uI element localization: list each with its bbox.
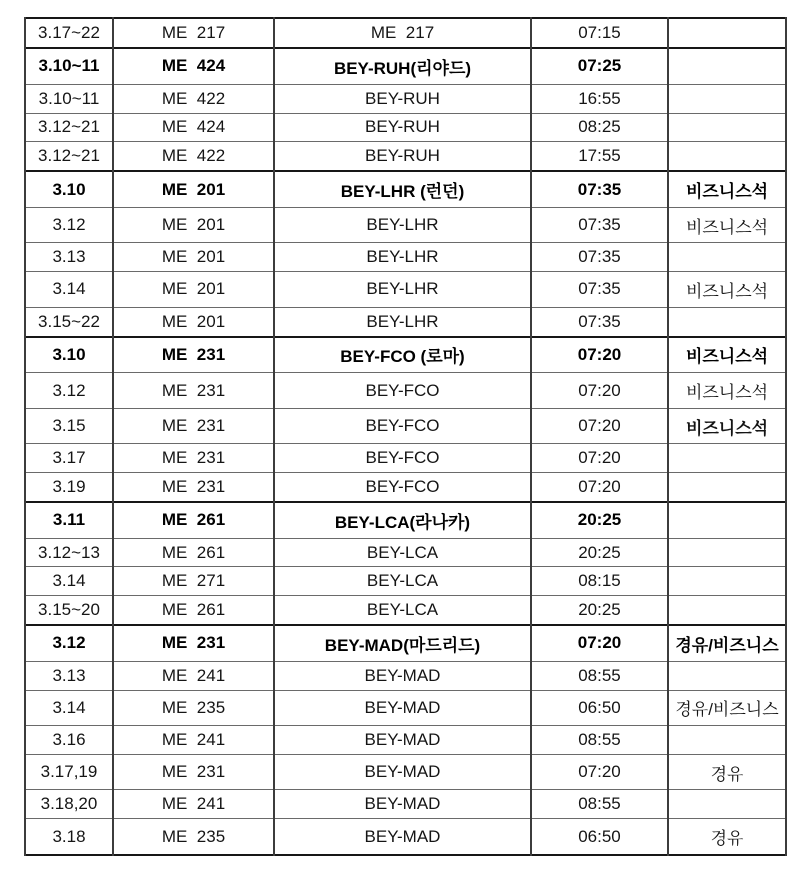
- note-cell: 비즈니스석: [668, 337, 786, 373]
- flight-number-cell: ME 201: [113, 307, 274, 336]
- route-cell: BEY-LHR: [274, 243, 531, 272]
- route-cell: BEY-RUH: [274, 142, 531, 171]
- route-cell: BEY-RUH: [274, 84, 531, 113]
- departure-time-cell: 20:25: [531, 502, 668, 538]
- note-cell: [668, 243, 786, 272]
- table-row: [25, 171, 786, 207]
- flight-number-cell: ME 201: [113, 171, 274, 207]
- departure-time-cell: 08:25: [531, 113, 668, 142]
- table-row: [25, 373, 786, 409]
- date-cell: 3.17~22: [25, 18, 113, 48]
- departure-time-cell: 07:35: [531, 243, 668, 272]
- route-cell: BEY-FCO: [274, 373, 531, 409]
- note-cell: [668, 142, 786, 171]
- note-cell: [668, 18, 786, 48]
- note-cell: 경유/비즈니스: [668, 625, 786, 661]
- date-cell: 3.15~22: [25, 307, 113, 336]
- departure-time-cell: 07:20: [531, 373, 668, 409]
- date-cell: 3.12: [25, 207, 113, 243]
- table-row: [25, 754, 786, 790]
- flight-number-cell: ME 231: [113, 444, 274, 473]
- table-row: [25, 337, 786, 373]
- flight-number-cell: ME 261: [113, 538, 274, 567]
- flight-number-cell: ME 261: [113, 502, 274, 538]
- date-cell: 3.14: [25, 272, 113, 308]
- date-cell: 3.18,20: [25, 790, 113, 819]
- route-cell: BEY-RUH(리야드): [274, 48, 531, 84]
- route-cell: BEY-RUH: [274, 113, 531, 142]
- flight-number-cell: ME 261: [113, 596, 274, 625]
- route-cell: BEY-LCA(라나카): [274, 502, 531, 538]
- departure-time-cell: 07:35: [531, 272, 668, 308]
- date-cell: 3.10: [25, 337, 113, 373]
- route-cell: BEY-LHR: [274, 307, 531, 336]
- table-row: [25, 690, 786, 726]
- note-cell: 경유: [668, 819, 786, 855]
- flight-number-cell: ME 231: [113, 337, 274, 373]
- departure-time-cell: 08:55: [531, 790, 668, 819]
- departure-time-cell: 07:20: [531, 754, 668, 790]
- departure-time-cell: 20:25: [531, 538, 668, 567]
- table-row: [25, 538, 786, 567]
- table-row: [25, 207, 786, 243]
- flight-number-cell: ME 231: [113, 754, 274, 790]
- date-cell: 3.10~11: [25, 84, 113, 113]
- date-cell: 3.13: [25, 661, 113, 690]
- route-cell: BEY-FCO: [274, 408, 531, 444]
- departure-time-cell: 07:20: [531, 408, 668, 444]
- flight-number-cell: ME 201: [113, 272, 274, 308]
- route-cell: BEY-LHR: [274, 207, 531, 243]
- departure-time-cell: 06:50: [531, 690, 668, 726]
- date-cell: 3.12~13: [25, 538, 113, 567]
- table-row: [25, 567, 786, 596]
- flight-number-cell: ME 217: [113, 18, 274, 48]
- route-cell: BEY-FCO: [274, 473, 531, 502]
- table-row: [25, 726, 786, 755]
- departure-time-cell: 08:55: [531, 661, 668, 690]
- table-row: [25, 307, 786, 336]
- note-cell: 비즈니스석: [668, 171, 786, 207]
- note-cell: 경유: [668, 754, 786, 790]
- date-cell: 3.14: [25, 690, 113, 726]
- table-row: [25, 272, 786, 308]
- flight-number-cell: ME 231: [113, 473, 274, 502]
- flight-number-cell: ME 231: [113, 408, 274, 444]
- departure-time-cell: 07:20: [531, 337, 668, 373]
- departure-time-cell: 07:20: [531, 444, 668, 473]
- departure-time-cell: 08:55: [531, 726, 668, 755]
- flight-number-cell: ME 201: [113, 243, 274, 272]
- route-cell: BEY-MAD: [274, 690, 531, 726]
- table-row: [25, 596, 786, 625]
- note-cell: 비즈니스석: [668, 408, 786, 444]
- route-cell: BEY-MAD: [274, 661, 531, 690]
- flight-number-cell: ME 241: [113, 726, 274, 755]
- flight-number-cell: ME 235: [113, 690, 274, 726]
- flight-number-cell: ME 235: [113, 819, 274, 855]
- date-cell: 3.10: [25, 171, 113, 207]
- note-cell: [668, 538, 786, 567]
- date-cell: 3.13: [25, 243, 113, 272]
- table-row: [25, 661, 786, 690]
- note-cell: [668, 726, 786, 755]
- date-cell: 3.12: [25, 373, 113, 409]
- note-cell: [668, 502, 786, 538]
- table-row: [25, 48, 786, 84]
- table-row: [25, 408, 786, 444]
- flight-schedule-table: [24, 17, 787, 856]
- date-cell: 3.10~11: [25, 48, 113, 84]
- note-cell: 경유/비즈니스: [668, 690, 786, 726]
- table-row: [25, 502, 786, 538]
- table-row: [25, 625, 786, 661]
- route-cell: BEY-MAD: [274, 790, 531, 819]
- departure-time-cell: 06:50: [531, 819, 668, 855]
- date-cell: 3.17: [25, 444, 113, 473]
- date-cell: 3.17,19: [25, 754, 113, 790]
- flight-number-cell: ME 241: [113, 661, 274, 690]
- note-cell: 비즈니스석: [668, 373, 786, 409]
- flight-number-cell: ME 422: [113, 84, 274, 113]
- flight-number-cell: ME 241: [113, 790, 274, 819]
- route-cell: BEY-FCO: [274, 444, 531, 473]
- route-cell: BEY-MAD: [274, 726, 531, 755]
- route-cell: ME 217: [274, 18, 531, 48]
- route-cell: BEY-LCA: [274, 567, 531, 596]
- table-row: [25, 142, 786, 171]
- route-cell: BEY-MAD: [274, 819, 531, 855]
- departure-time-cell: 08:15: [531, 567, 668, 596]
- departure-time-cell: 07:20: [531, 473, 668, 502]
- date-cell: 3.14: [25, 567, 113, 596]
- departure-time-cell: 07:35: [531, 207, 668, 243]
- departure-time-cell: 07:15: [531, 18, 668, 48]
- note-cell: 비즈니스석: [668, 272, 786, 308]
- date-cell: 3.19: [25, 473, 113, 502]
- date-cell: 3.15: [25, 408, 113, 444]
- departure-time-cell: 07:35: [531, 171, 668, 207]
- table-row: [25, 18, 786, 48]
- note-cell: [668, 790, 786, 819]
- flight-number-cell: ME 422: [113, 142, 274, 171]
- note-cell: [668, 48, 786, 84]
- route-cell: BEY-MAD(마드리드): [274, 625, 531, 661]
- table-row: [25, 84, 786, 113]
- note-cell: [668, 307, 786, 336]
- route-cell: BEY-LCA: [274, 596, 531, 625]
- route-cell: BEY-LCA: [274, 538, 531, 567]
- flight-number-cell: ME 271: [113, 567, 274, 596]
- departure-time-cell: 20:25: [531, 596, 668, 625]
- note-cell: [668, 473, 786, 502]
- table-row: [25, 243, 786, 272]
- route-cell: BEY-MAD: [274, 754, 531, 790]
- flight-number-cell: ME 201: [113, 207, 274, 243]
- note-cell: [668, 444, 786, 473]
- flight-number-cell: ME 424: [113, 113, 274, 142]
- flight-table-body: [25, 18, 786, 855]
- departure-time-cell: 16:55: [531, 84, 668, 113]
- departure-time-cell: 17:55: [531, 142, 668, 171]
- flight-number-cell: ME 231: [113, 625, 274, 661]
- date-cell: 3.16: [25, 726, 113, 755]
- departure-time-cell: 07:25: [531, 48, 668, 84]
- departure-time-cell: 07:35: [531, 307, 668, 336]
- table-row: [25, 790, 786, 819]
- table-row: [25, 113, 786, 142]
- route-cell: BEY-LHR: [274, 272, 531, 308]
- note-cell: [668, 84, 786, 113]
- departure-time-cell: 07:20: [531, 625, 668, 661]
- date-cell: 3.12~21: [25, 142, 113, 171]
- table-row: [25, 444, 786, 473]
- date-cell: 3.18: [25, 819, 113, 855]
- note-cell: [668, 113, 786, 142]
- note-cell: [668, 661, 786, 690]
- table-row: [25, 819, 786, 855]
- table-row: [25, 473, 786, 502]
- date-cell: 3.12: [25, 625, 113, 661]
- date-cell: 3.12~21: [25, 113, 113, 142]
- route-cell: BEY-FCO (로마): [274, 337, 531, 373]
- note-cell: 비즈니스석: [668, 207, 786, 243]
- date-cell: 3.15~20: [25, 596, 113, 625]
- date-cell: 3.11: [25, 502, 113, 538]
- flight-number-cell: ME 231: [113, 373, 274, 409]
- note-cell: [668, 596, 786, 625]
- route-cell: BEY-LHR (런던): [274, 171, 531, 207]
- flight-number-cell: ME 424: [113, 48, 274, 84]
- note-cell: [668, 567, 786, 596]
